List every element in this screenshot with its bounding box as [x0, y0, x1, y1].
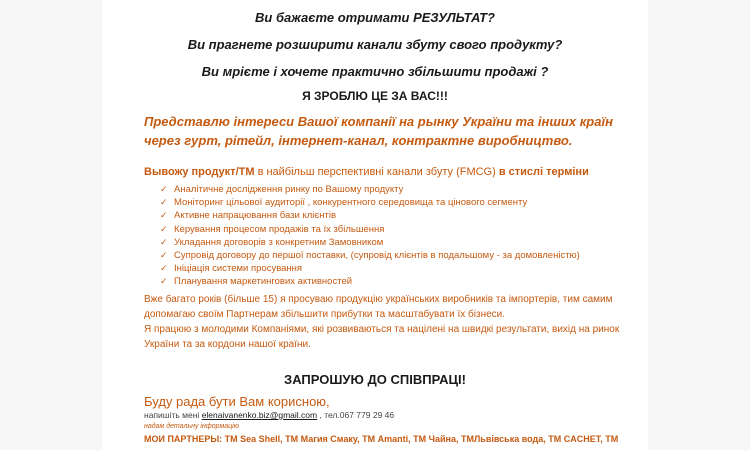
checklist-item: ✓ Аналітичне дослідження ринку по Вашому продукту: [160, 184, 404, 195]
check-icon: ✓: [160, 184, 168, 194]
check-icon: ✓: [160, 250, 168, 261]
checklist-item: ✓ Супровід договору до першої поставки, (супровід клієнтів в подальшому - за домовленістю): [160, 250, 580, 262]
check-icon: ✓: [160, 276, 168, 287]
email-link[interactable]: elenaivanenko.biz@gmail.com: [201, 410, 318, 420]
partners-line: [144, 434, 704, 444]
check-icon: ✓: [160, 210, 168, 221]
phone-number: , тел.067 779 29 46: [317, 410, 395, 420]
checklist-item: ✓ Моніторинг цільової аудиторії , конкурентного середовища та цінового сегменту: [160, 197, 528, 209]
service-checklist: [160, 183, 630, 289]
checklist-item: ✓ Планування маркетингових активностей: [160, 276, 353, 288]
partners-list: ТМ Sea Shell, ТМ Магия Смаку, ТМ Amanti, ТМ Чайна, ТМЛьвівська вода, ТМ CACHET, ТМ: [224, 434, 619, 444]
detail-note: надам детальну інформацію: [144, 423, 239, 430]
headline: Я ЗРОБЛЮ ЦЕ ЗА ВАС!!!: [302, 89, 448, 103]
left-margin-background: [0, 0, 102, 450]
intro-text: Представлю інтереси Вашої компанії на рынку України та інших країн через гурт, рітейл, інтернет-канал, контрактне виробництво.: [144, 114, 613, 148]
contact-prefix: напишіть мені: [144, 410, 202, 420]
check-icon: ✓: [160, 197, 168, 208]
question-result: Ви бажаєте отримати РЕЗУЛЬТАТ?: [255, 10, 495, 25]
check-icon: ✓: [160, 263, 168, 274]
invite-heading: ЗАПРОШУЮ ДО СПІВПРАЦІ!: [284, 372, 466, 387]
document-page: [102, 0, 648, 450]
contact-line: [144, 410, 394, 420]
glad-line: Буду рада бути Вам корисною,: [144, 394, 330, 409]
lead-middle: в найбільш перспективні канали збуту (FMCG): [254, 166, 499, 178]
checklist-item: ✓ Керування процесом продажів та їх збільшення: [160, 223, 385, 235]
question-increase-sales: Ви мрієте і хочете практично збільшити продажі ?: [201, 64, 549, 79]
clients-paragraph: Я працюю з молодими Компаніями, які розвиваються та націлені на швидкі результати, вихід на ринок України та за кордони нашої країни.: [144, 324, 620, 350]
checklist-item: ✓ Укладання договорів з конкретним Замовником: [160, 236, 384, 248]
lead-line: [144, 166, 644, 178]
right-margin-background: [648, 0, 750, 450]
experience-paragraph: Вже багато років (більше 15) я просуваю продукцію українських виробників та імпортерів, тим самим допомагаю своїм Партнерам збільшити прибутки та масштабувати їх бізнеси.: [144, 294, 613, 320]
lead-bold-end: в стислі терміни: [498, 166, 589, 178]
check-icon: ✓: [160, 236, 168, 247]
partners-label: МОИ ПАРТНЕРЫ:: [144, 434, 225, 444]
checklist-item: ✓ Ініціація системи просування: [160, 263, 303, 275]
question-expand-channels: Ви прагнете розширити канали збуту свого продукту?: [187, 37, 563, 52]
check-icon: ✓: [160, 223, 168, 234]
checklist-item: ✓ Активне напрацювання бази клієнтів: [160, 210, 337, 222]
lead-bold-start: Вывожу продукт/ТМ: [144, 166, 255, 178]
